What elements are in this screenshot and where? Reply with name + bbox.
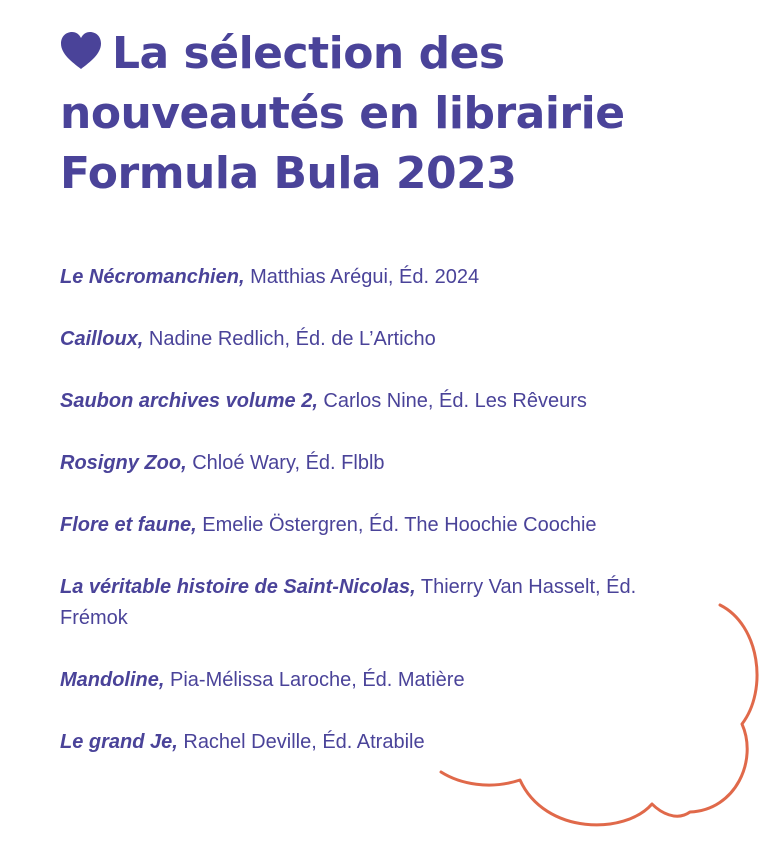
book-title: Flore et faune,	[60, 514, 197, 536]
list-item	[60, 727, 700, 758]
book-list	[60, 262, 700, 789]
title-line-3: Formula Bula 2023	[60, 148, 517, 199]
title-line-2: nouveautés en librairie	[60, 88, 625, 139]
book-title: La véritable histoire de Saint-Nicolas,	[60, 576, 416, 598]
book-title: Le grand Je,	[60, 731, 178, 753]
list-item	[60, 262, 700, 293]
book-details: Pia-Mélissa Laroche, Éd. Matière	[164, 669, 465, 691]
book-title: Le Nécromanchien,	[60, 266, 245, 288]
heart-icon	[60, 31, 102, 71]
list-item	[60, 572, 700, 634]
book-title: Saubon archives volume 2,	[60, 390, 318, 412]
list-item	[60, 448, 700, 479]
book-details: Carlos Nine, Éd. Les Rêveurs	[317, 390, 587, 412]
page-title	[60, 24, 740, 204]
book-details: Thierry Van Hasselt, Éd. Frémok	[60, 576, 637, 629]
book-title: Rosigny Zoo,	[60, 452, 187, 474]
book-details: Chloé Wary, Éd. Flblb	[186, 452, 385, 474]
book-details: Matthias Arégui, Éd. 2024	[244, 266, 480, 288]
book-title: Cailloux,	[60, 328, 144, 350]
title-text-1: La sélection des	[112, 28, 505, 79]
list-item	[60, 665, 700, 696]
book-title: Mandoline,	[60, 669, 165, 691]
book-details: Rachel Deville, Éd. Atrabile	[177, 731, 425, 753]
list-item	[60, 386, 700, 417]
book-details: Emelie Östergren, Éd. The Hoochie Coochie	[196, 514, 597, 536]
title-line-1	[60, 24, 740, 84]
list-item	[60, 510, 700, 541]
book-details: Nadine Redlich, Éd. de L’Articho	[143, 328, 436, 350]
list-item	[60, 324, 700, 355]
